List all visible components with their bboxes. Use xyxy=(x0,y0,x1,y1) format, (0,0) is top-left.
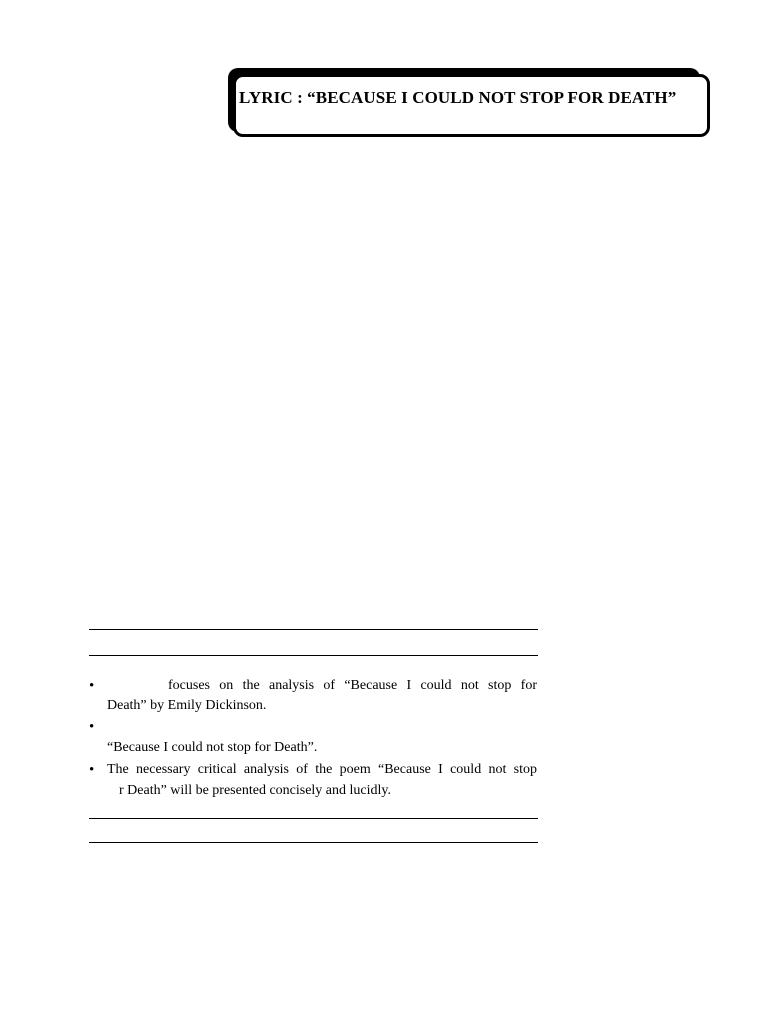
bottom-rule-2 xyxy=(89,842,538,843)
item-3-line-1: The necessary critical analysis of the poem “Because I could not stop xyxy=(107,762,537,777)
item-1-line-2: Death” by Emily Dickinson. xyxy=(107,698,267,713)
bottom-rule-1 xyxy=(89,818,538,819)
item-2-line-2: “Because I could not stop for Death”. xyxy=(107,740,318,755)
item-3-line-2: r Death” will be presented concisely and lucidly. xyxy=(119,783,391,798)
top-rule-2 xyxy=(89,655,538,656)
bullet-3: • xyxy=(89,762,95,778)
bullet-2: • xyxy=(89,719,95,735)
bullet-1: • xyxy=(89,678,95,694)
item-1-line-1: focuses on the analysis of “Because I could not stop for xyxy=(168,678,537,693)
page-title: LYRIC : “BECAUSE I COULD NOT STOP FOR DEATH” xyxy=(239,88,677,107)
top-rule-1 xyxy=(89,629,538,630)
